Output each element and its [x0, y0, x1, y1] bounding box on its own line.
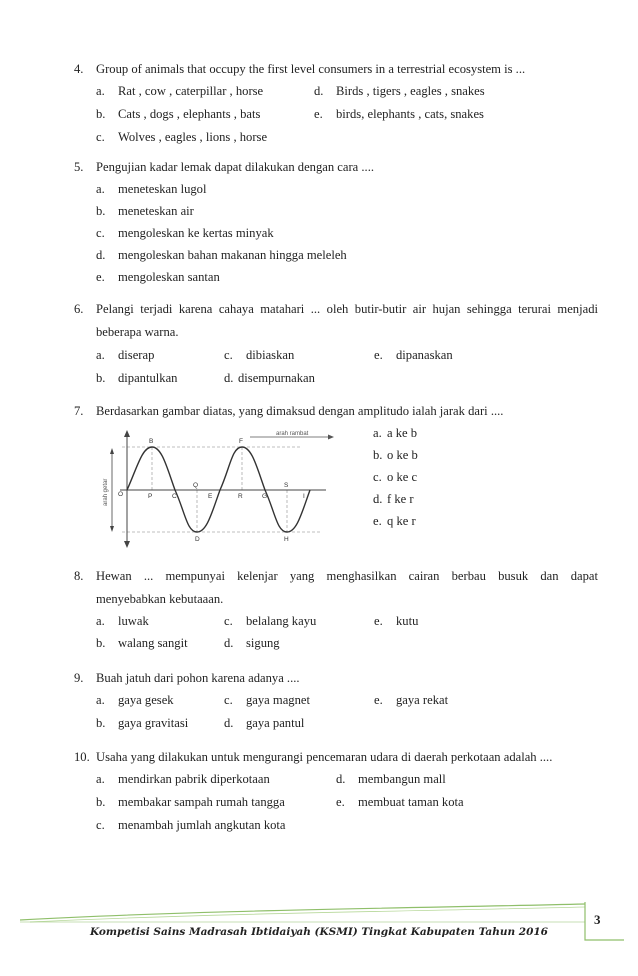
direction-arrowhead — [328, 435, 334, 440]
option-b[interactable]: b. walang sangit — [96, 636, 188, 650]
footer-text: Kompetisi Sains Madrasah Ibtidaiyah (KSMI) Tingkat Kabupaten Tahun 2016 — [90, 926, 548, 938]
option-b[interactable]: b. o ke b — [373, 448, 418, 462]
point-c-label: C — [172, 493, 177, 500]
question-number: 4. — [74, 62, 84, 76]
point-e-label: E — [208, 493, 213, 500]
vertical-axis-arrow-up — [124, 430, 130, 437]
question-stem: Group of animals that occupy the first level consumers in a terrestrial ecosystem is ... — [96, 62, 526, 76]
option-e[interactable]: e. birds, elephants , cats, snakes — [314, 107, 484, 121]
question-stem-line-1: Pelangi terjadi karena cahaya matahari ... oleh butir-butir air hujan sehingga terurai menjadi — [96, 302, 598, 316]
point-d-label: D — [195, 536, 200, 543]
amplitude-arrow-up — [110, 448, 114, 454]
vertical-axis-arrow-down — [124, 541, 130, 548]
point-i-label: I — [303, 493, 305, 500]
question-stem: Buah jatuh dari pohon karena adanya .... — [96, 671, 300, 685]
point-r-label: R — [238, 493, 243, 500]
option-e[interactable]: e. kutu — [374, 614, 419, 628]
question-number: 5. — [74, 160, 84, 174]
wave-diagram — [100, 428, 340, 550]
option-b[interactable]: b. Cats , dogs , elephants , bats — [96, 107, 261, 121]
option-a[interactable]: a. gaya gesek — [96, 693, 174, 707]
option-b[interactable]: b. meneteskan air — [96, 204, 194, 218]
option-a[interactable]: a. Rat , cow , caterpillar , horse — [96, 84, 264, 98]
question-number: 7. — [74, 404, 84, 418]
option-c[interactable]: c. gaya magnet — [224, 693, 310, 707]
question-number: 6. — [74, 302, 84, 316]
option-d[interactable]: d. membangun mall — [336, 772, 446, 786]
option-a[interactable]: a. diserap — [96, 348, 155, 362]
option-d[interactable]: d. f ke r — [373, 492, 414, 506]
question-stem: Usaha yang dilakukan untuk mengurangi pencemaran udara di daerah perkotaan adalah .... — [96, 750, 553, 764]
question-stem-line-2: beberapa warna. — [96, 325, 179, 339]
option-b[interactable]: b. gaya gravitasi — [96, 716, 189, 730]
point-s-label: S — [284, 482, 289, 489]
point-o-label: O — [118, 491, 124, 498]
footer-decoration — [0, 900, 638, 950]
option-e[interactable]: e. dipanaskan — [374, 348, 453, 362]
question-stem-line-2: menyebabkan kebutaaan. — [96, 592, 224, 606]
question-number: 9. — [74, 671, 84, 685]
option-a[interactable]: a. mendirkan pabrik diperkotaan — [96, 772, 270, 786]
direction-label: arah rambat — [276, 431, 309, 437]
option-c[interactable]: c. mengoleskan ke kertas minyak — [96, 226, 274, 240]
footer-swoosh — [20, 904, 585, 920]
option-e[interactable]: e. mengoleskan santan — [96, 270, 220, 284]
option-d[interactable]: d. mengoleskan bahan makanan hingga meleleh — [96, 248, 347, 262]
option-b[interactable]: b. membakar sampah rumah tangga — [96, 795, 285, 809]
option-c[interactable]: c. dibiaskan — [224, 348, 295, 362]
point-f-label: F — [239, 438, 243, 445]
option-e[interactable]: e. q ke r — [373, 514, 416, 528]
option-c[interactable]: c. belalang kayu — [224, 614, 317, 628]
option-c[interactable]: c. menambah jumlah angkutan kota — [96, 818, 286, 832]
option-a[interactable]: a. a ke b — [373, 426, 418, 440]
amplitude-arrow-down — [110, 526, 114, 532]
question-stem: Berdasarkan gambar diatas, yang dimaksud dengan amplitudo ialah jarak dari .... — [96, 404, 504, 418]
option-c[interactable]: c. o ke c — [373, 470, 418, 484]
page-number: 3 — [594, 912, 601, 927]
question-number: 8. — [74, 569, 84, 583]
option-a[interactable]: a. meneteskan lugol — [96, 182, 207, 196]
point-p-label: P — [148, 493, 153, 500]
axis-label: arah getar — [103, 478, 109, 506]
question-stem: Pengujian kadar lemak dapat dilakukan dengan cara .... — [96, 160, 375, 174]
point-g-label: G — [262, 493, 268, 500]
point-q-label: Q — [193, 482, 199, 489]
option-e[interactable]: e. membuat taman kota — [336, 795, 464, 809]
option-d[interactable]: d. sigung — [224, 636, 280, 650]
option-d[interactable]: d. gaya pantul — [224, 716, 305, 730]
option-e[interactable]: e. gaya rekat — [374, 693, 449, 707]
point-b-label: B — [149, 438, 154, 445]
option-d[interactable]: d. Birds , tigers , eagles , snakes — [314, 84, 485, 98]
option-c[interactable]: c. Wolves , eagles , lions , horse — [96, 130, 268, 144]
question-number: 10. — [74, 750, 90, 764]
question-stem-line-1: Hewan ... mempunyai kelenjar yang menghasilkan cairan berbau busuk dan dapat — [96, 569, 598, 583]
option-d[interactable]: d. disempurnakan — [224, 371, 315, 385]
option-a[interactable]: a. luwak — [96, 614, 149, 628]
point-h-label: H — [284, 536, 289, 543]
option-b[interactable]: b. dipantulkan — [96, 371, 178, 385]
